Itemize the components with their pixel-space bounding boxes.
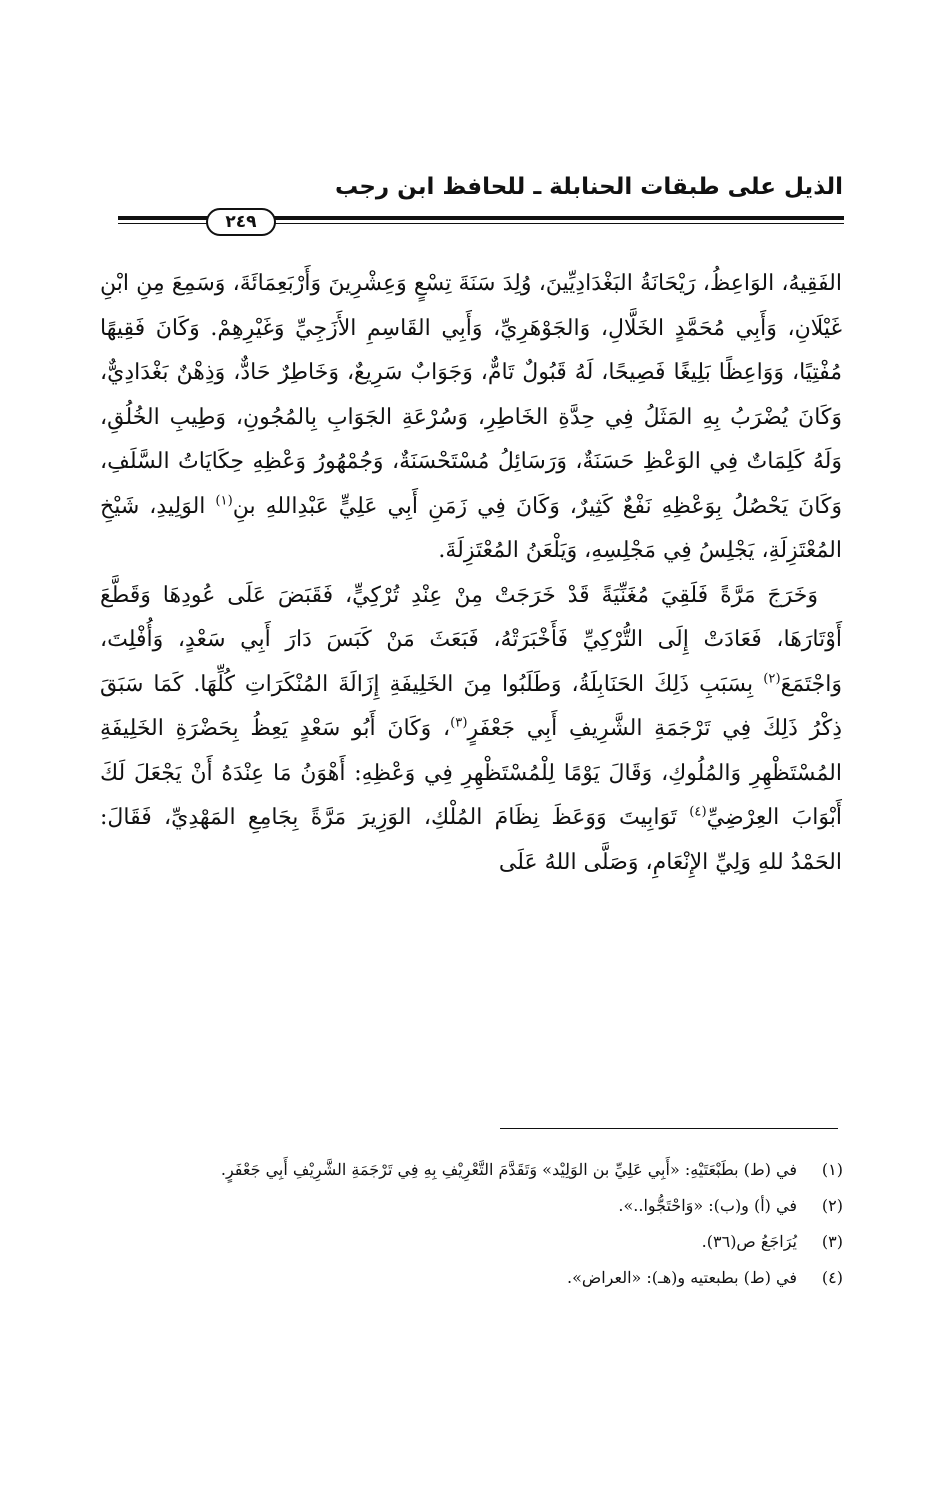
footnote-ref-1: (١) [215,493,233,509]
paragraph-2-text-b: بِسَبَبِ ذَلِكَ الحَنَابِلَةُ، وَطَلَبُوا مِنَ الخَلِيفَةِ إِزَالَةَ المُنْكَرَاتِ كُلِّهَا. كَمَا سَبَقَ ذِكْرُ ذَلِكَ فِي تَرْجَمَةِ الشَّرِيفِ أَبِي جَعْفَرٍ [100,671,842,741]
footnote-2 [103,1188,843,1224]
page-number: ٢٤٩ [206,208,276,236]
footnote-number: (٢) [821,1196,843,1215]
header-rule [118,208,844,232]
paragraph-1 [100,262,842,574]
footnote-divider [500,1128,838,1129]
paragraph-2-text-c: ، وَكَانَ أَبُو سَعْدٍ يَعِظُ بِحَضْرَةِ الخَلِيفَةِ المُسْتَظْهِرِ وَالمُلُوكِ، وَقَالَ يَوْمًا لِلْمُسْتَظْهِرِ فِي وَعْظِهِ: أَهْوَنُ مَا عِنْدَهُ أَنْ يَجْعَلَ لَكَ أَبْوَابَ العِرْضِيِّ [100,716,842,830]
footnote-3 [103,1224,843,1260]
footnote-number: (١) [821,1160,843,1179]
paragraph-1-text-b: الوَلِيدِ، شَيْخِ المُعْتَزِلَةِ، يَجْلِسُ فِي مَجْلِسِهِ، وَيَلْعَنُ المُعْتَزِلَةَ. [100,493,842,563]
footnote-text: في (ط) بطبعتيه و(هـ): «العراض». [566,1268,797,1287]
paragraph-2-text-d: تَوَابِيتَ وَوَعَظَ نِظَامَ المُلْكِ، الوَزِيرَ مَرَّةً بِجَامِعِ المَهْدِيِّ، فَقَالَ: الحَمْدُ للهِ وَلِيِّ الإِنْعَامِ، وَصَلَّى اللهُ عَلَى [100,805,842,875]
footnote-text: في (ط) بطَبْعَتَيْهِ: «أَبِي عَلِيِّ بن الوَلِيْد» وَتَقَدَّمَ التَّعْرِيْفِ بِهِ فِي تَرْجَمَةِ الشَّرِيْفِ أَبِي جَعْفَرٍ. [220,1160,797,1179]
footnote-ref-2: (٢) [763,671,781,687]
footnote-ref-4: (٤) [689,804,707,820]
footnote-number: (٣) [821,1232,843,1251]
footnotes [103,1152,843,1296]
footnote-text: يُرَاجَعُ ص(٣٦). [701,1232,797,1251]
running-header: الذيل على طبقات الحنابلة ـ للحافظ ابن رجب [334,174,843,200]
footnote-1 [103,1152,843,1188]
paragraph-2 [100,574,842,886]
footnote-number: (٤) [821,1268,843,1287]
footnote-4 [103,1260,843,1296]
paragraph-1-text-a: الفَقِيهُ، الوَاعِظُ، رَيْحَانَةُ البَغْدَادِيِّينَ، وُلِدَ سَنَةَ تِسْعٍ وَعِشْرِينَ وَأَرْبَعِمَائَةَ، وَسَمِعَ مِنِ ابْنِ غَيْلَانِ، وَأَبِي مُحَمَّدٍ الخَلَّالِ، وَالجَوْهَرِيِّ، وَأَبِي القَاسِمِ الأَزَجِيِّ وَغَيْرِهِمْ. وَكَانَ فَقِيهًا مُفْتِيًا، وَوَاعِظًا بَلِيغًا فَصِيحًا، لَهُ قَبُولٌ تَامٌّ، وَجَوَابٌ سَرِيعٌ، وَخَاطِرٌ حَادٌّ، وَذِهْنٌ بَغْدَادِيٌّ، وَكَانَ يُضْرَبُ بِهِ المَثَلُ فِي حِدَّةِ الخَاطِرِ، وَسُرْعَةِ الجَوَابِ بِالمُجُونِ، وَطِيبِ الخُلُقِ، وَلَهُ كَلِمَاتٌ فِي الوَعْظِ حَسَنَةٌ، وَرَسَائِلُ مُسْتَحْسَنَةٌ، وَجُمْهُورُ وَعْظِهِ حِكَايَاتُ السَّلَفِ، وَكَانَ يَحْصُلُ بِوَعْظِهِ نَفْعٌ كَثِيرٌ، وَكَانَ فِي زَمَنِ أَبِي عَلِيٍّ عَبْدِاللهِ بنِ [100,271,843,519]
footnote-text: في (أ) و(ب): «وَاحْتَجُّوا..». [618,1196,797,1215]
footnote-ref-3: (٣) [450,715,468,731]
main-text [100,262,842,885]
paragraph-2-text-a: وَخَرَجَ مَرَّةً فَلَقِيَ مُغَنِّيَةً قَدْ خَرَجَتْ مِنْ عِنْدِ تُرْكِيٍّ، فَقَبَضَ عَلَى عُودِهَا وَقَطَّعَ أَوْتَارَهَا، فَعَادَتْ إِلَى التُّرْكِيِّ فَأَخْبَرَتْهُ، فَبَعَثَ مَنْ كَبَسَ دَارَ أَبِي سَعْدٍ، وَأُفْلِتَ، وَاجْتَمَعَ [100,582,842,697]
